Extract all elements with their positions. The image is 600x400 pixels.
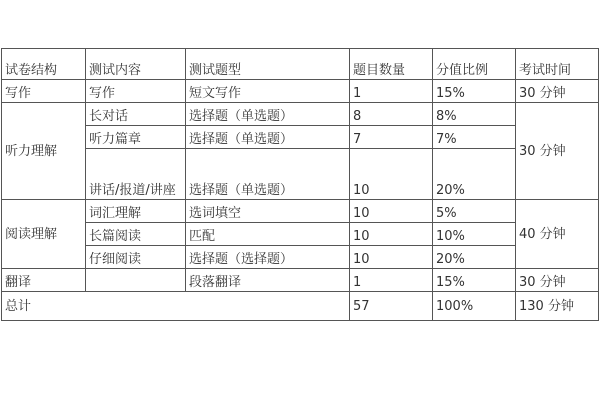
content-cell: 写作 — [86, 80, 186, 103]
type-cell: 选择题（选择题） — [186, 246, 350, 269]
table-row-reading-2 — [2, 223, 599, 246]
section-cell-listening: 听力理解 — [2, 103, 86, 200]
time-cell: 30 分钟 — [516, 80, 599, 103]
ratio-cell: 15% — [433, 269, 516, 292]
section-cell-translation: 翻译 — [2, 269, 86, 292]
count-cell: 10 — [350, 149, 433, 200]
time-cell: 30 分钟 — [516, 269, 599, 292]
header-cell-ratio: 分值比例 — [433, 49, 516, 80]
ratio-cell-total: 100% — [433, 292, 516, 321]
content-cell: 听力篇章 — [86, 126, 186, 149]
content-cell: 词汇理解 — [86, 200, 186, 223]
header-cell-time: 考试时间 — [516, 49, 599, 80]
type-cell: 选择题（单选题） — [186, 149, 350, 200]
table-row-listening-3 — [2, 149, 599, 200]
count-cell: 8 — [350, 103, 433, 126]
exam-structure-table — [1, 48, 599, 321]
table-row-total — [2, 292, 599, 321]
ratio-cell: 8% — [433, 103, 516, 126]
type-cell: 选择题（单选题） — [186, 103, 350, 126]
count-cell: 10 — [350, 223, 433, 246]
table-row-translation — [2, 269, 599, 292]
section-cell-total: 总计 — [2, 292, 350, 321]
table-row-listening-1 — [2, 103, 599, 126]
time-cell-total: 130 分钟 — [516, 292, 599, 321]
ratio-cell: 20% — [433, 246, 516, 269]
content-cell: 长篇阅读 — [86, 223, 186, 246]
exam-structure-frame — [0, 48, 600, 352]
header-cell-type: 测试题型 — [186, 49, 350, 80]
ratio-cell: 10% — [433, 223, 516, 246]
table-row-writing — [2, 80, 599, 103]
type-cell: 段落翻译 — [186, 269, 350, 292]
ratio-cell: 5% — [433, 200, 516, 223]
content-cell — [86, 269, 186, 292]
table-row-reading-1 — [2, 200, 599, 223]
ratio-cell: 20% — [433, 149, 516, 200]
section-cell-reading: 阅读理解 — [2, 200, 86, 269]
table-row-listening-2 — [2, 126, 599, 149]
count-cell-total: 57 — [350, 292, 433, 321]
time-cell-listening: 30 分钟 — [516, 103, 599, 200]
count-cell: 7 — [350, 126, 433, 149]
type-cell: 短文写作 — [186, 80, 350, 103]
count-cell: 1 — [350, 80, 433, 103]
content-cell: 仔细阅读 — [86, 246, 186, 269]
content-cell: 长对话 — [86, 103, 186, 126]
ratio-cell: 7% — [433, 126, 516, 149]
header-cell-structure: 试卷结构 — [2, 49, 86, 80]
content-cell: 讲话/报道/讲座 — [86, 149, 186, 200]
header-cell-content: 测试内容 — [86, 49, 186, 80]
table-row-reading-3 — [2, 246, 599, 269]
type-cell: 选择题（单选题） — [186, 126, 350, 149]
ratio-cell: 15% — [433, 80, 516, 103]
count-cell: 10 — [350, 200, 433, 223]
count-cell: 10 — [350, 246, 433, 269]
count-cell: 1 — [350, 269, 433, 292]
header-row — [2, 49, 599, 80]
type-cell: 匹配 — [186, 223, 350, 246]
header-cell-count: 题目数量 — [350, 49, 433, 80]
type-cell: 选词填空 — [186, 200, 350, 223]
section-cell-writing: 写作 — [2, 80, 86, 103]
time-cell-reading: 40 分钟 — [516, 200, 599, 269]
